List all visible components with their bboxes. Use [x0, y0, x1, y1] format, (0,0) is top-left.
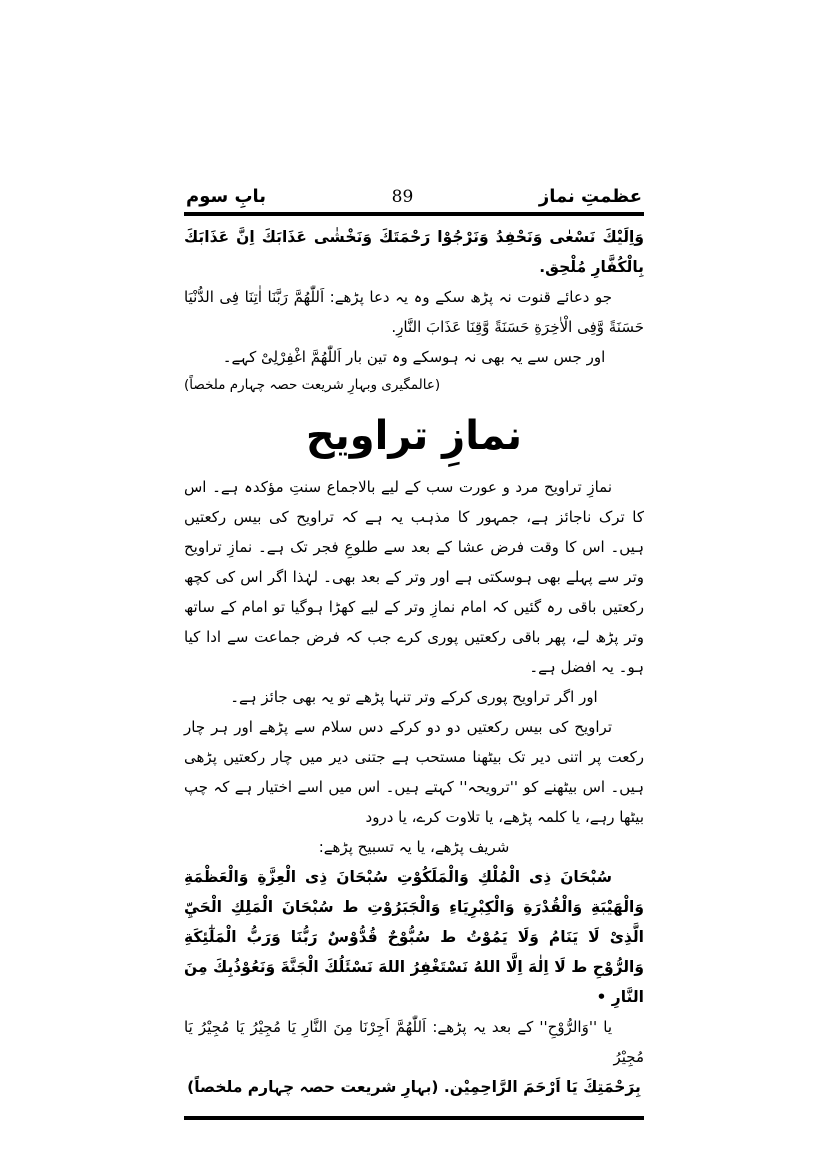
tasbih-arabic-text: سُبْحَانَ ذِی الْمُلْكِ وَالْمَلَكُوْتِ سُبْحَانَ ذِی الْعِزَّةِ وَالْعَظْمَةِ وَالْهَيْبَةِ وَالْقُدْرَةِ وَالْكِبْرِيَاءِ وَالْجَبَرُوْتِ ط سُبْحَانَ الْمَلِكِ الْحَيِّ الَّذِیْ لَا يَنَامُ وَلَا يَمُوْتُ ط سُبُّوْحٌ قُدُّوْسٌ رَبُّنَا وَرَبُّ الْمَلٰٓئِكَةِ وَالرُّوْحِ ط لَا اِلٰهَ اِلَّا اللهُ نَسْتَغْفِرُ اللهَ نَسْئَلُكَ الْجَنَّةَ وَنَعُوْذُبِكَ مِنَ النَّارِ • — [184, 868, 644, 1006]
qunoot-alternative-text: جو دعائے قنوت نہ پڑھ سکے وہ یہ دعا پڑھے: اَللّٰهُمَّ رَبَّنَا اٰتِنَا فِی الدُّنْیَا حَسَنَةً وَّفِی الْاٰخِرَةِ حَسَنَةً وَّقِنَا عَذَابَ النَّارِ. — [184, 288, 644, 336]
final-dua-paragraph: یا ''وَالرُّوْحِ'' کے بعد یہ پڑھے: اَللّٰهُمَّ اَجِرْنَا مِنَ النَّارِ يَا مُجِيْرُ يَا مُجِيْرُ يَا مُجِيْرُ — [184, 1018, 644, 1066]
istighfar-note-text: اور جس سے یہ بھی نہ ہوسکے وہ تین بار اَللّٰهُمَّ اغْفِرْلِیْ کہے۔ — [222, 348, 606, 366]
taraweeh-paragraph-2: تراویح کی بیس رکعتیں دو دو کرکے دس سلام سے پڑھے اور ہر چار رکعت پر اتنی دیر تک بیٹھنا مستحب ہے جتنی دیر میں چار رکعتیں پڑھی ہیں۔ اس بیٹھنے کو ''ترویحہ'' کہتے ہیں۔ اس میں اسے اختیار ہے کہ چپ بیٹھا رہے، یا کلمہ پڑھے، یا تلاوت کرے، یا درود — [184, 718, 644, 826]
source-attribution: (عالمگیری وبہارِ شریعت حصہ چہارم ملخصاً) — [184, 377, 441, 393]
dua-continuation-text: وَاِلَيْكَ نَسْعٰى وَنَحْفِدُ وَنَرْجُوْا رَحْمَتَكَ وَنَخْشٰى عَذَابَكَ اِنَّ عَذَابَكَ بِالْكُفَّارِ مُلْحِق. — [184, 228, 644, 276]
chapter-title: بابِ سوم — [186, 186, 267, 207]
page-content — [184, 186, 644, 1120]
taraweeh-paragraph-1-last-line: اور اگر تراویح پوری کرکے وتر تنہا پڑھے تو یہ بھی جائز ہے۔ — [230, 688, 598, 706]
footer-rule — [184, 1116, 644, 1120]
book-title: عظمتِ نماز — [538, 186, 642, 207]
taraweeh-paragraph-1: نمازِ تراویح مرد و عورت سب کے لیے بالاجماع سنتِ مؤکدہ ہے۔ اس کا ترک ناجائز ہے، جمہور کا مذہب یہ ہے کہ تراویح کی بیس رکعتیں ہیں۔ اس کا وقت فرض عشا کے بعد سے طلوعِ فجر تک ہے۔ نمازِ تراویح وتر سے پہلے بھی ہوسکتی ہے اور وتر کے بعد بھی۔ لہٰذا اگر اس کی کچھ رکعتیں باقی رہ گئیں کہ امام نمازِ وتر کے لیے کھڑا ہوگیا تو امام کے ساتھ وتر پڑھ لے، پھر باقی رکعتیں پوری کرے جب کہ فرض جماعت سے ادا کیا ہو۔ یہ افضل ہے۔ — [184, 478, 644, 676]
section-heading-taraweeh: نمازِ تراویح — [305, 413, 523, 459]
running-header — [184, 186, 644, 212]
page-number: 89 — [391, 187, 414, 207]
final-dua-last-line: بِرَحْمَتِكَ يَا اَرْحَمَ الرَّاحِمِيْن. (بہارِ شریعت حصہ چہارم ملخصاً) — [187, 1078, 641, 1096]
taraweeh-paragraph-2-last-line: شریف پڑھے، یا یہ تسبیح پڑھے: — [318, 838, 510, 856]
